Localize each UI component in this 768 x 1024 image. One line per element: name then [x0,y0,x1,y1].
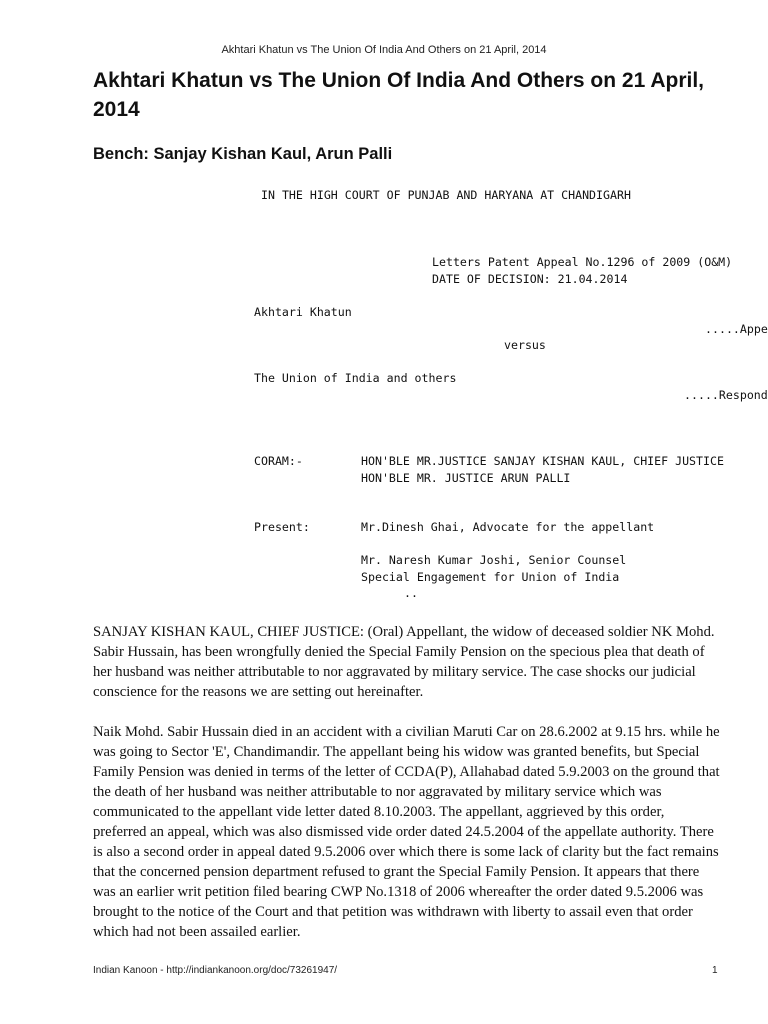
coram-judge-1: HON'BLE MR.JUSTICE SANJAY KISHAN KAUL, CHIEF JUSTICE [361,454,724,468]
versus-label: versus [504,338,546,352]
court-name: IN THE HIGH COURT OF PUNJAB AND HARYANA AT CHANDIGARH [261,188,631,202]
running-header: Akhtari Khatun vs The Union Of India And Others on 21 April, 2014 [221,44,547,56]
coram-label: CORAM:- [254,454,303,468]
bench-line: Bench: Sanjay Kishan Kaul, Arun Palli [93,145,393,163]
present-counsel-3: Special Engagement for Union of India [361,570,620,584]
document-title: Akhtari Khatun vs The Union Of India And Others on 21 April, 2014 [93,69,704,121]
respondent-name: The Union of India and others [254,371,457,385]
footer-source: Indian Kanoon - http://indiankanoon.org/doc/73261947/ [93,965,338,976]
judgment-paragraph-1: SANJAY KISHAN KAUL, CHIEF JUSTICE: (Oral) Appellant, the widow of deceased soldier NK Mohd. Sabir Hussain, has been wrongfully denied the Special Family Pension on the specious plea that death of her husband was neither attributable to nor aggravated by military service. The case shocks our judicial conscience for the reasons we are setting out hereinafter. [93,624,715,700]
appellant-role: .....Appe [705,322,768,336]
respondent-role: .....Respond [684,388,768,402]
appeal-number: Letters Patent Appeal No.1296 of 2009 (O&M) [432,255,733,269]
coram-judge-2: HON'BLE MR. JUSTICE ARUN PALLI [361,471,571,485]
separator-dots: .. [404,586,418,600]
present-label: Present: [254,520,310,534]
appellant-name: Akhtari Khatun [254,305,352,319]
decision-date: DATE OF DECISION: 21.04.2014 [432,272,628,286]
present-counsel-1: Mr.Dinesh Ghai, Advocate for the appellant [361,520,655,534]
judgment-paragraph-2: Naik Mohd. Sabir Hussain died in an accident with a civilian Maruti Car on 28.6.2002 at 9.15 hrs. while he was going to Sector 'E', Chandimandir. The appellant being his widow was granted benefits, but Special Family Pension was denied in terms of the letter of CCDA(P), Allahabad dated 5.9.2003 on the ground that the death of her husband was neither attributable to nor aggravated by military service which was communicated to the appellant vide letter dated 8.10.2003. The appellant, aggrieved by this order, preferred an appeal, which was also dismissed vide order dated 24.5.2004 of the appellate authority. There is also a second order in appeal dated 9.5.2006 over which there is some lack of clarity but the fact remains that the concerned pension department refused to grant the Special Family Pension. It appears that there was an earlier writ petition filed bearing CWP No.1318 of 2006 whereafter the order dated 9.5.2006 was brought to the notice of the Court and that petition was withdrawn with liberty to assail even that order which had not been assailed earlier. [93,724,720,940]
page-number: 1 [712,965,718,976]
present-counsel-2: Mr. Naresh Kumar Joshi, Senior Counsel [361,553,627,567]
